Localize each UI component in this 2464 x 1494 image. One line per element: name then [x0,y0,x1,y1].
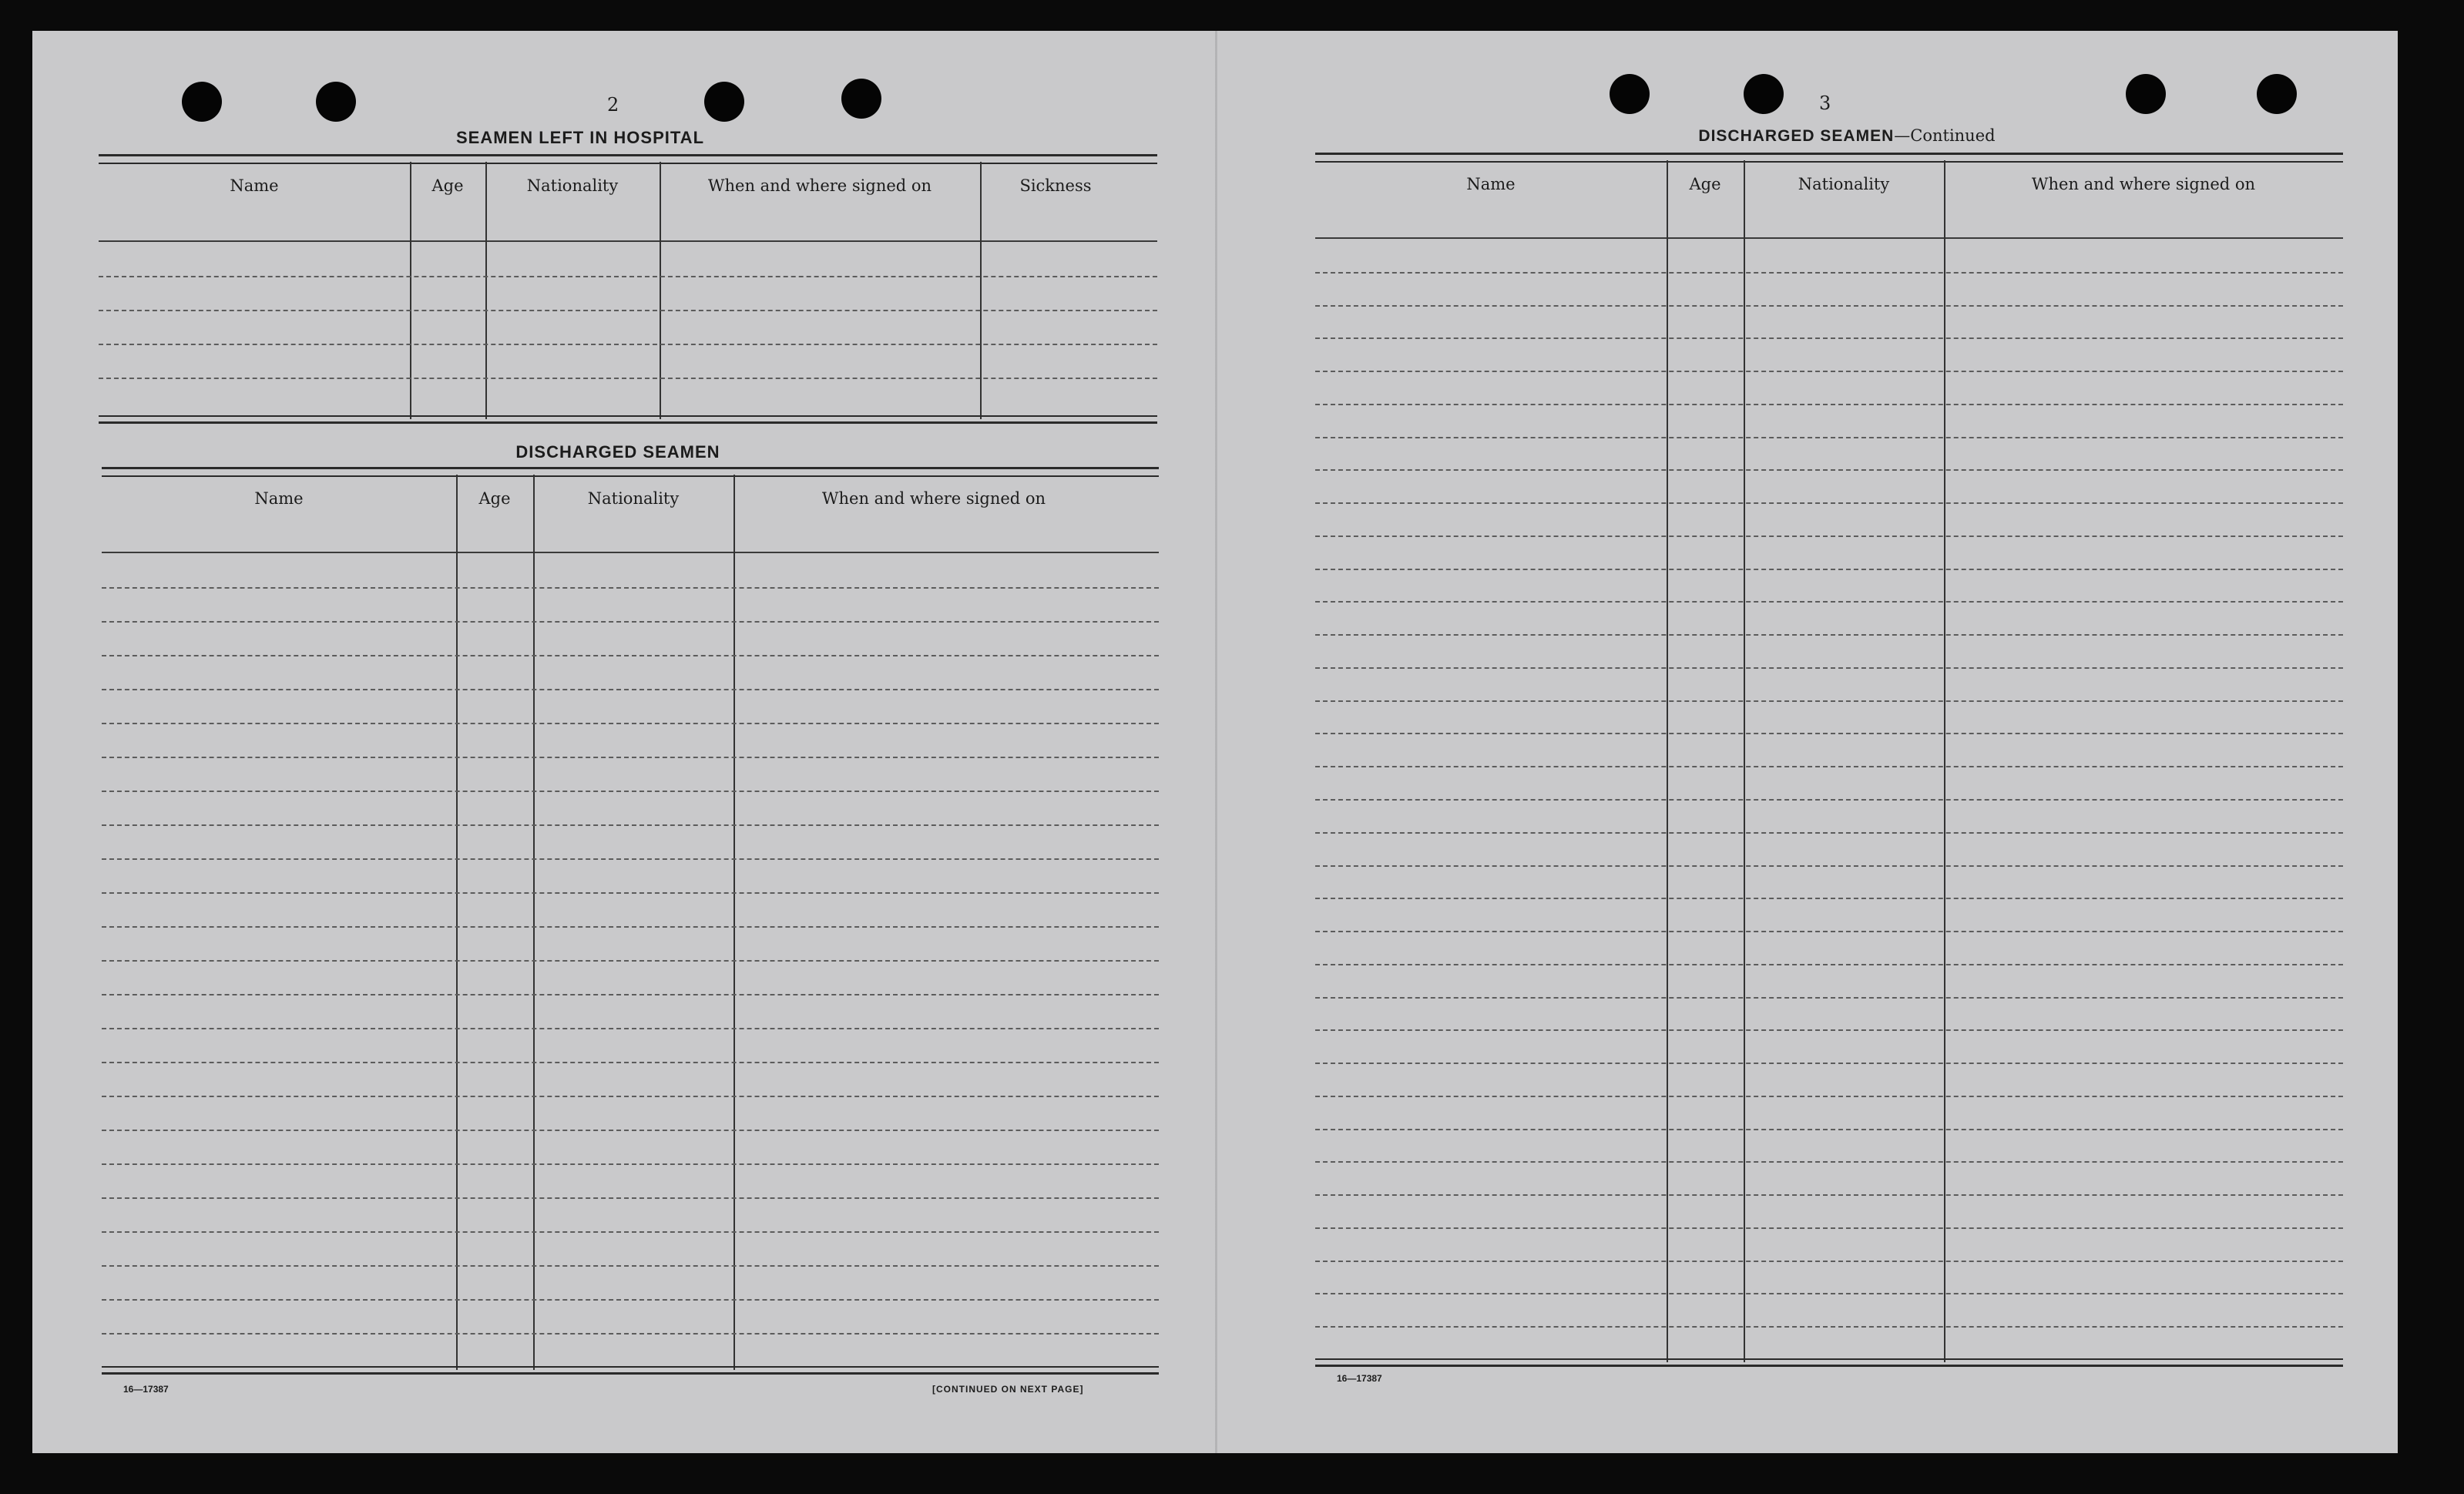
table-row [1315,634,2343,636]
table-row [102,1197,1159,1199]
column-divider [533,475,535,1370]
discharged-continued-title [1616,126,2078,146]
table-row [102,1299,1159,1301]
table-row [1315,1161,2343,1163]
column-header-signed-on: When and where signed on [821,489,1046,508]
header-rule [1315,237,2343,239]
table-row [1315,469,2343,471]
table-row [1315,700,2343,702]
discharged-table [102,467,1159,1375]
table-row [99,276,1157,277]
table-row [1315,865,2343,867]
column-header-age: Age [431,176,464,195]
table-row [1315,535,2343,537]
continued-note: [CONTINUED ON NEXT PAGE] [932,1384,1084,1395]
column-header-name: Name [1466,175,1516,193]
table-row [1315,272,2343,274]
table-row [99,378,1157,379]
column-divider [410,162,411,419]
table-row [1315,1096,2343,1097]
column-header-name: Name [230,176,279,195]
table-row [1315,1227,2343,1229]
table-row [102,824,1159,826]
table-row [1315,1194,2343,1196]
table-row [102,791,1159,792]
column-divider [456,475,458,1370]
punch-hole [841,79,881,119]
table-row [1315,337,2343,339]
form-code: 16—17387 [123,1384,169,1395]
column-divider [485,162,487,419]
punch-hole [316,82,356,122]
table-row [102,1096,1159,1097]
table-bottom-rule [1315,1358,2343,1367]
table-row [1315,1326,2343,1328]
table-row [1315,569,2343,570]
column-divider [660,162,661,419]
column-header-nationality: Nationality [1798,175,1890,193]
table-row [102,621,1159,623]
column-divider [980,162,982,419]
form-sheet [32,31,2398,1453]
punch-hole [1610,74,1650,114]
column-divider [733,475,735,1370]
table-row [1315,371,2343,372]
punch-hole [704,82,744,122]
table-row [1315,404,2343,405]
table-row [1315,601,2343,603]
column-header-sickness: Sickness [1019,176,1092,195]
column-header-age: Age [478,489,511,508]
table-row [99,310,1157,311]
table-row [1315,733,2343,734]
table-row [1315,437,2343,438]
table-row [1315,305,2343,307]
table-row [1315,931,2343,932]
column-header-signed-on: When and where signed on [707,176,932,195]
page-number: 2 [607,94,619,116]
column-header-nationality: Nationality [526,176,619,195]
table-row [1315,1261,2343,1262]
hospital-table [99,154,1157,424]
table-row [1315,799,2343,801]
column-divider [1944,160,1945,1362]
hospital-section-title: SEAMEN LEFT IN HOSPITAL [455,128,705,147]
table-row [102,1231,1159,1233]
table-row [102,858,1159,860]
header-rule [99,240,1157,242]
punch-hole [2257,74,2297,114]
table-row [1315,964,2343,965]
table-row [1315,502,2343,504]
table-row [102,689,1159,690]
table-row [102,757,1159,758]
discharged-title-text: DISCHARGED SEAMEN [1698,127,1895,145]
table-row [102,587,1159,589]
table-row [102,1028,1159,1029]
punch-hole [1744,74,1784,114]
header-rule [102,552,1159,553]
table-row [102,892,1159,894]
punch-hole [182,82,222,122]
column-header-nationality: Nationality [587,489,680,508]
table-row [1315,766,2343,767]
table-row [102,1333,1159,1335]
column-header-name: Name [254,489,304,508]
table-row [1315,832,2343,834]
table-row [102,723,1159,724]
left-page [32,31,1215,1453]
form-code: 16—17387 [1337,1373,1382,1384]
table-row [102,926,1159,928]
page-number: 3 [1819,92,1831,114]
table-row [1315,1029,2343,1031]
table-row [1315,898,2343,899]
continued-suffix: —Continued [1894,126,1996,145]
column-header-age: Age [1689,175,1721,193]
table-row [1315,667,2343,669]
table-row [102,994,1159,995]
discharged-section-title: DISCHARGED SEAMEN [515,442,720,462]
discharged-continued-table [1315,153,2343,1367]
table-row [1315,1129,2343,1130]
table-row [1315,1293,2343,1294]
table-row [1315,1063,2343,1064]
table-row [102,655,1159,656]
column-divider [1744,160,1745,1362]
table-row [1315,997,2343,999]
column-header-signed-on: When and where signed on [2031,175,2256,193]
punch-hole [2126,74,2166,114]
table-row [102,1130,1159,1131]
table-bottom-rule [99,415,1157,424]
table-row [102,1265,1159,1267]
table-bottom-rule [102,1366,1159,1375]
table-row [102,1062,1159,1063]
table-row [102,1163,1159,1165]
table-row [99,344,1157,345]
right-page [1215,31,2398,1453]
column-divider [1667,160,1668,1362]
table-row [102,960,1159,962]
